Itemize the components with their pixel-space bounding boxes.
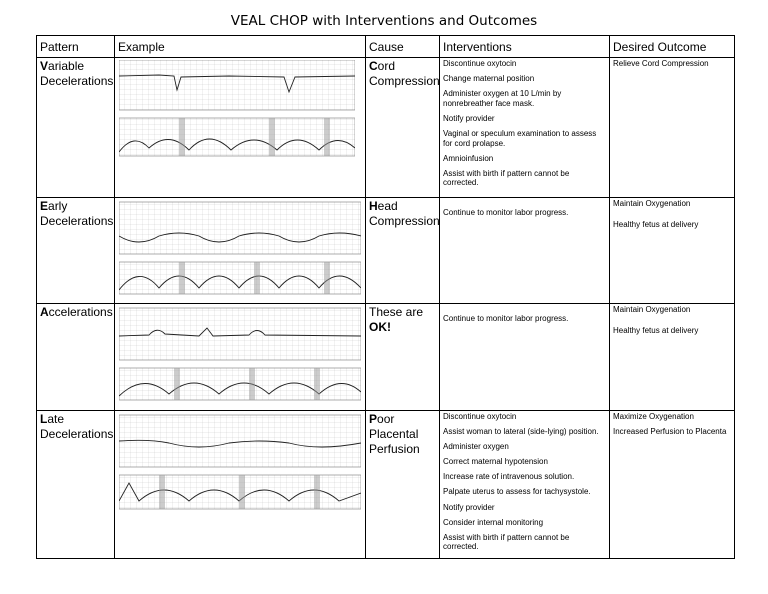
pattern-label: arly Decelerations bbox=[40, 199, 114, 228]
list-item: Correct maternal hypotension bbox=[443, 457, 548, 467]
example-cell bbox=[115, 411, 366, 559]
cause-label: These are bbox=[369, 305, 424, 319]
list-item: Maintain Oxygenation bbox=[613, 199, 691, 208]
list-item: Maximize Oxygenation bbox=[613, 412, 694, 421]
example-cell bbox=[115, 58, 366, 198]
pattern-initial: E bbox=[40, 199, 49, 213]
outcome-cell bbox=[610, 58, 735, 198]
list-item: Assist with birth if pattern cannot be corrected. bbox=[443, 532, 570, 552]
pattern-cell bbox=[37, 304, 115, 411]
list-item: Discontinue oxytocin bbox=[443, 412, 517, 421]
list-item: Maintain Oxygenation bbox=[613, 305, 691, 314]
outcome-cell bbox=[610, 304, 735, 411]
pattern-cell bbox=[37, 198, 115, 304]
outcome-cell bbox=[610, 411, 735, 559]
header-pattern: Pattern bbox=[37, 36, 115, 58]
example-cell bbox=[115, 198, 366, 304]
outcome-cell bbox=[610, 198, 735, 304]
header-desired-outcome: Desired Outcome bbox=[610, 36, 735, 58]
list-item: Notify provider bbox=[443, 502, 495, 512]
list-item: Assist with birth if pattern cannot be corrected. bbox=[443, 168, 570, 188]
header-interventions: Interventions bbox=[440, 36, 610, 58]
list-item: Administer oxygen at 10 L/min by nonrebreather face mask. bbox=[443, 89, 562, 108]
veal-chop-table bbox=[36, 35, 735, 559]
interventions-cell bbox=[440, 304, 610, 411]
pattern-label: ccelerations bbox=[48, 305, 113, 319]
example-cell bbox=[115, 304, 366, 411]
list-item: Increase rate of intravenous solution. bbox=[443, 472, 575, 482]
pattern-label: ariable Decelerations bbox=[40, 59, 114, 88]
pattern-label: ate Decelerations bbox=[40, 412, 114, 441]
fhr-strip-early bbox=[119, 200, 361, 298]
interventions-cell bbox=[440, 198, 610, 304]
list-item: Palpate uterus to assess for tachysystole. bbox=[443, 487, 591, 497]
list-item: Notify provider bbox=[443, 113, 495, 123]
pattern-initial: V bbox=[40, 59, 49, 73]
cause-emphasis: OK! bbox=[369, 320, 391, 334]
list-item: Assist woman to lateral (side-lying) position. bbox=[443, 427, 599, 437]
list-item: Increased Perfusion to Placenta bbox=[613, 426, 727, 436]
table-row bbox=[37, 304, 735, 411]
pattern-cell bbox=[37, 411, 115, 559]
pattern-initial: L bbox=[40, 412, 48, 426]
cause-cell bbox=[366, 304, 440, 411]
cause-label: ead Compression bbox=[369, 199, 440, 228]
cause-initial: C bbox=[369, 59, 378, 73]
list-item: Healthy fetus at delivery bbox=[613, 325, 699, 335]
interventions-cell bbox=[440, 411, 610, 559]
cause-cell bbox=[366, 198, 440, 304]
list-item: Discontinue oxytocin bbox=[443, 59, 517, 68]
list-item: Consider internal monitoring bbox=[443, 517, 544, 527]
interventions-cell bbox=[440, 58, 610, 198]
list-item: Relieve Cord Compression bbox=[613, 59, 709, 68]
list-item: Vaginal or speculum examination to assess for cord prolapse. bbox=[443, 128, 597, 148]
table-row bbox=[37, 411, 735, 559]
fhr-strip-accelerations bbox=[119, 306, 361, 404]
cause-initial: P bbox=[369, 412, 378, 426]
cause-cell bbox=[366, 411, 440, 559]
cause-cell bbox=[366, 58, 440, 198]
cause-label: oor Placental Perfusion bbox=[369, 412, 420, 456]
fhr-strip-late bbox=[119, 413, 361, 513]
pattern-initial: A bbox=[40, 305, 49, 319]
list-item: Change maternal position bbox=[443, 74, 535, 84]
pattern-cell bbox=[37, 58, 115, 198]
list-item: Continue to monitor labor progress. bbox=[443, 314, 569, 323]
page-title: VEAL CHOP with Interventions and Outcomes bbox=[230, 13, 538, 29]
list-item: Administer oxygen bbox=[443, 442, 509, 452]
header-example: Example bbox=[115, 36, 366, 58]
list-item: Continue to monitor labor progress. bbox=[443, 208, 569, 217]
table-row bbox=[37, 198, 735, 304]
header-row bbox=[37, 36, 735, 58]
cause-initial: H bbox=[369, 199, 378, 213]
cause-label: ord Compression bbox=[369, 59, 440, 88]
header-cause: Cause bbox=[366, 36, 440, 58]
list-item: Healthy fetus at delivery bbox=[613, 219, 699, 229]
fhr-strip-variable bbox=[119, 60, 355, 168]
table-row bbox=[37, 58, 735, 198]
list-item: Amnioinfusion bbox=[443, 153, 494, 163]
